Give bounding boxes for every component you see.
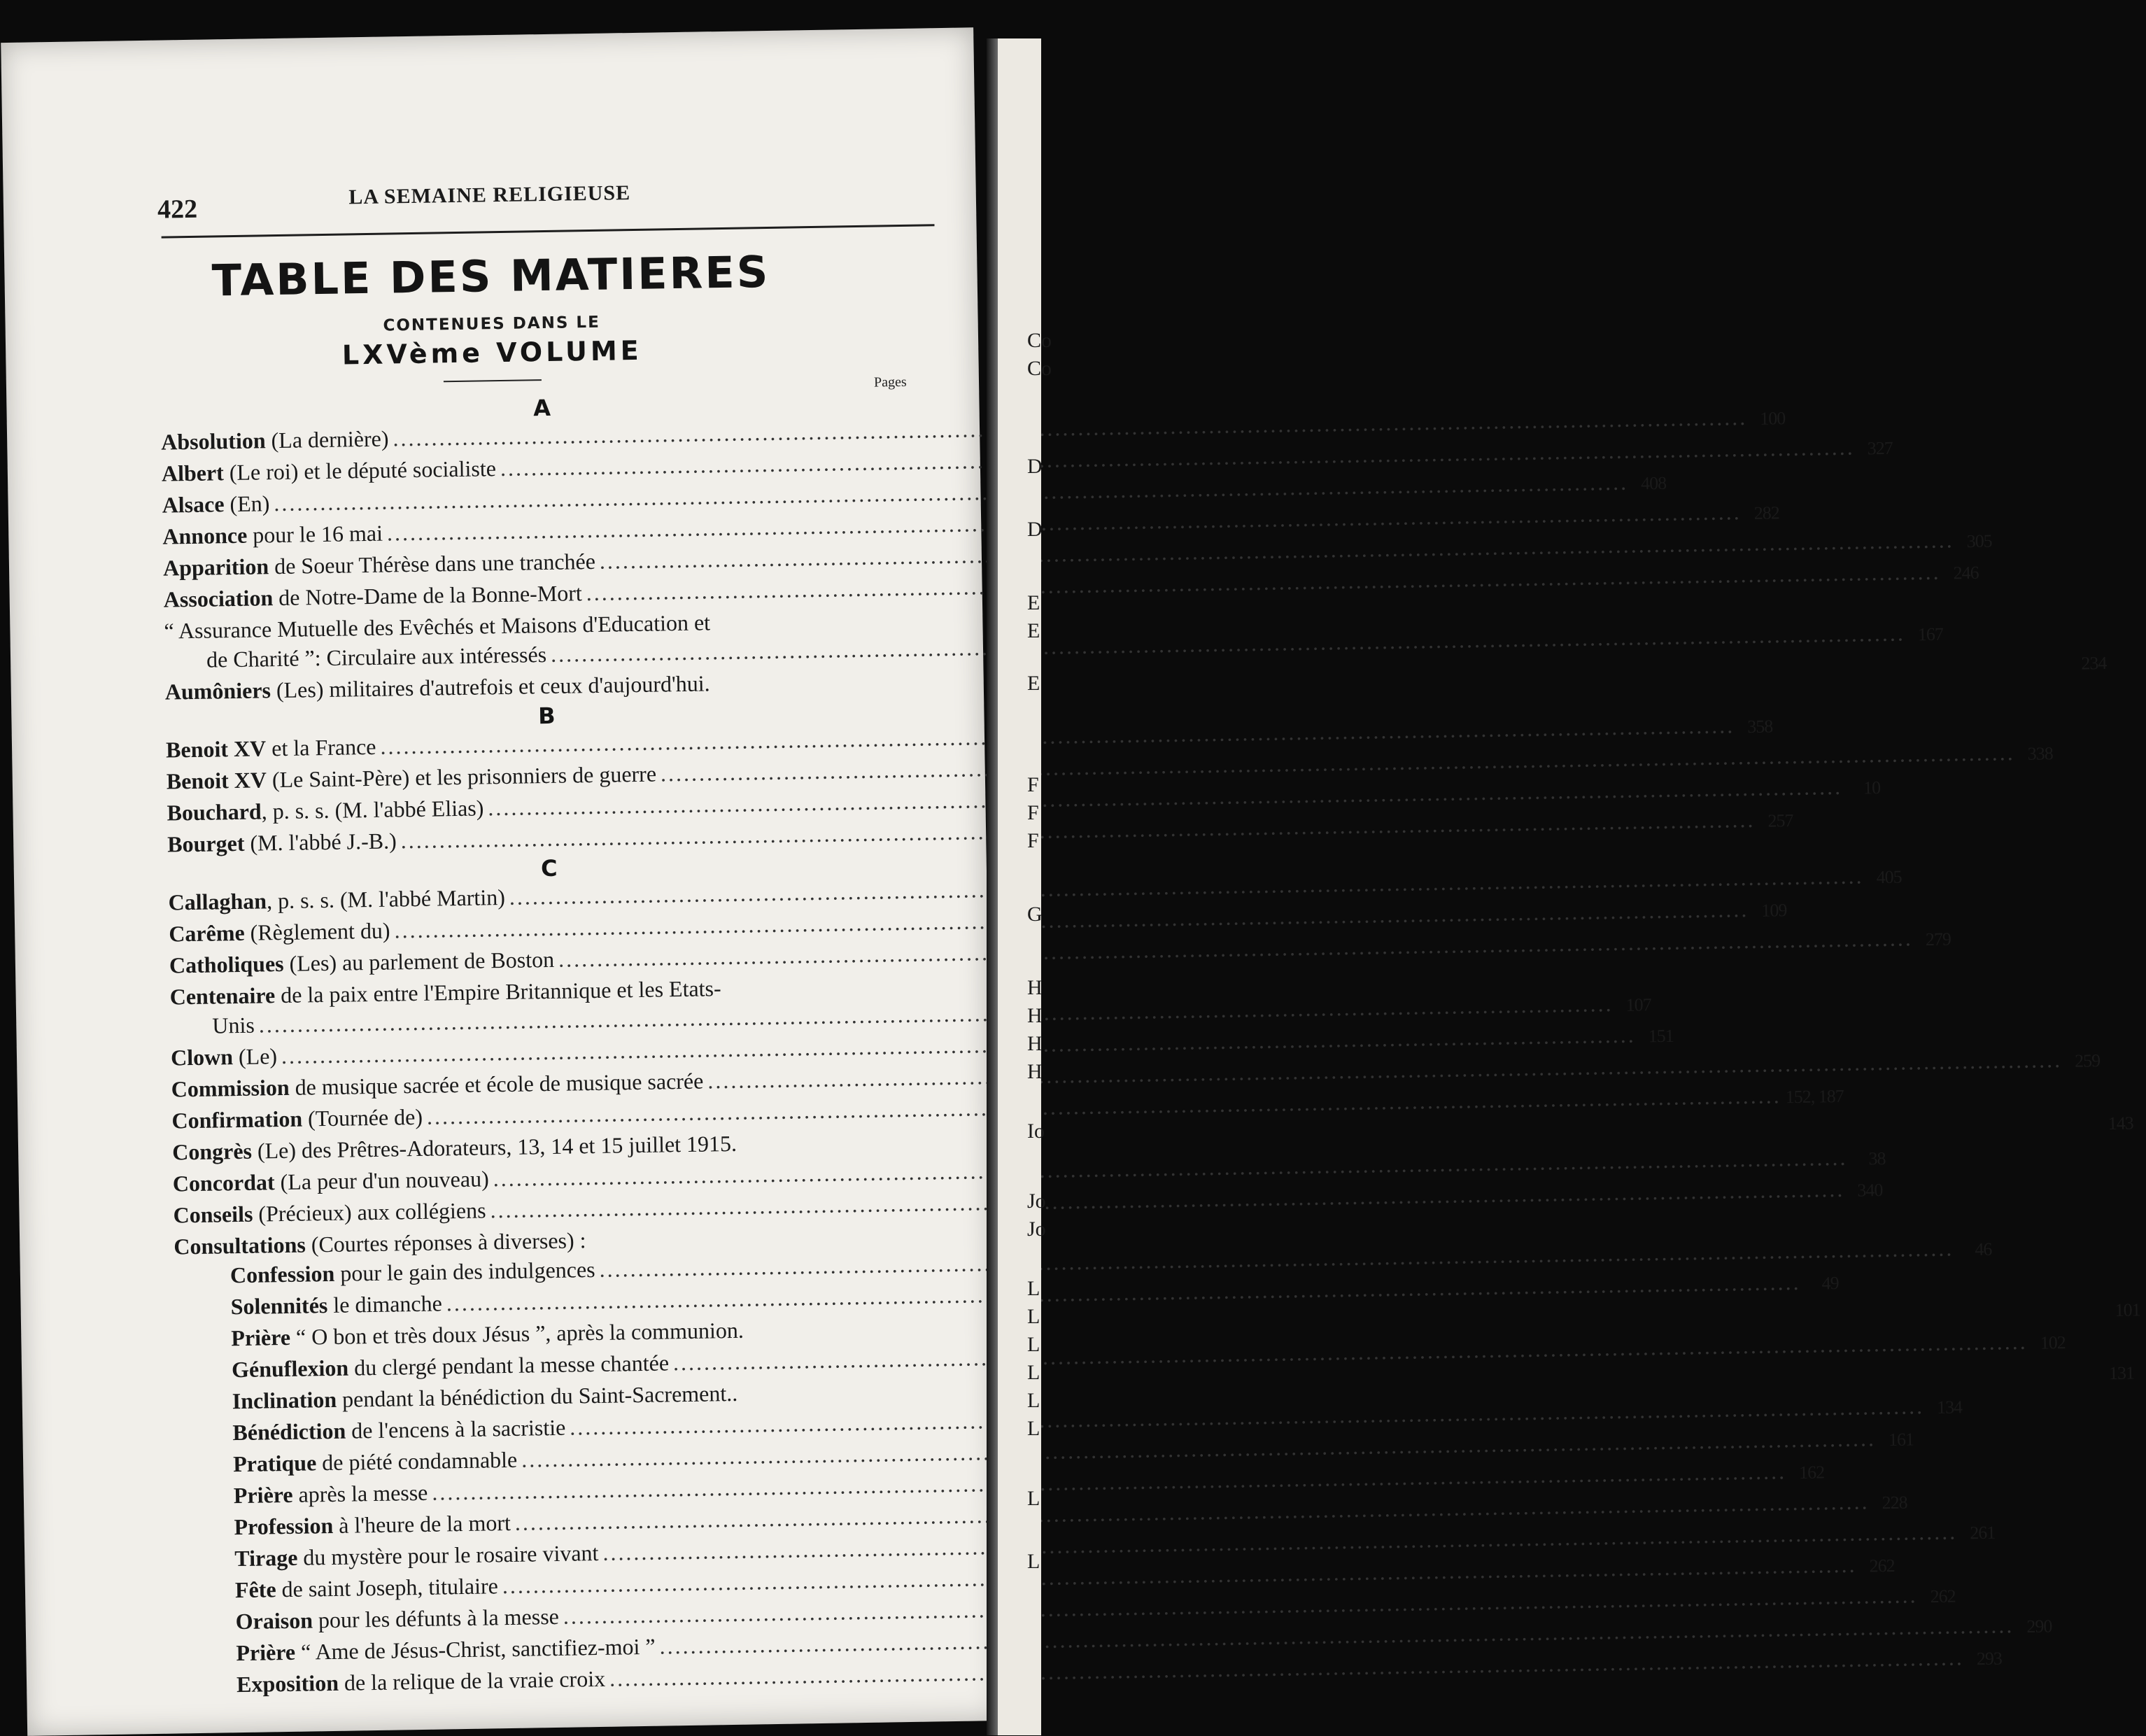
- toc-entry-text: Bourget (M. l'abbé J.-B.): [167, 828, 397, 857]
- toc-entry-text: Albert (Le roi) et le député socialiste: [161, 456, 497, 486]
- toc-entry-text: Concordat (La peur d'un nouveau): [172, 1166, 489, 1197]
- toc-entry-page: 228: [1882, 1492, 1907, 1513]
- next-page-letter: L: [1027, 1487, 1040, 1510]
- toc-entry-text: Absolution (La dernière): [160, 425, 389, 455]
- page-title: TABLE DES MATIERES: [211, 246, 770, 306]
- toc-entry-page: 151: [1648, 1025, 1674, 1047]
- toc-entry-page: 38: [1868, 1148, 1886, 1169]
- toc-entry-lead: Confession: [230, 1260, 335, 1288]
- toc-entry-page: 131: [2108, 1362, 2135, 1384]
- toc-entry-lead: Pratique: [232, 1450, 317, 1477]
- next-page-letter: H: [1027, 1032, 1043, 1055]
- next-page-letter: Io: [1027, 1120, 1045, 1143]
- toc-entry-page: 161: [1888, 1429, 1914, 1451]
- toc-entry-text: Fête de saint Joseph, titulaire: [234, 1573, 499, 1603]
- toc-entry-text: Clown (Le): [170, 1043, 278, 1071]
- page-gutter: [987, 38, 998, 1735]
- toc-entry-lead: Congrès: [171, 1138, 253, 1165]
- toc-entry-text: Callaghan, p. s. s. (M. l'abbé Martin): [168, 884, 506, 915]
- toc-entry-page: 143: [2108, 1113, 2134, 1134]
- toc-entry-text: Association de Notre-Dame de la Bonne-Mort: [163, 580, 583, 612]
- toc-entry-page: 408: [1640, 472, 1667, 494]
- next-page-letter: L: [1027, 1389, 1040, 1412]
- toc-entry-page: 100: [1760, 408, 1786, 429]
- toc-entry-page: 49: [1821, 1273, 1839, 1294]
- toc-entry-text: Inclination pendant la bénédiction du Saint-Sacrement..: [232, 1380, 738, 1414]
- toc-entry-text: Conseils (Précieux) aux collégiens: [173, 1197, 486, 1228]
- toc-entry-text: Carême (Règlement du): [168, 917, 390, 947]
- next-page-letter: H: [1027, 1004, 1043, 1027]
- toc-entry-page: 246: [1953, 562, 1979, 584]
- section-letter: B: [537, 702, 556, 730]
- toc-entry-page: 262: [1930, 1586, 1956, 1607]
- section-letter: A: [532, 394, 551, 422]
- next-page-letter: H: [1027, 976, 1043, 999]
- toc-entry-text: Prière après la messe: [233, 1479, 428, 1509]
- toc-entry-lead: Apparition: [162, 553, 269, 581]
- toc-entry-page: 261: [1969, 1522, 1996, 1544]
- toc-entry-lead: Callaghan: [168, 888, 267, 915]
- toc-entry-page: 305: [1966, 530, 1992, 552]
- next-page-letter: Jo: [1027, 1190, 1046, 1213]
- toc-entry-lead: Bénédiction: [232, 1418, 346, 1446]
- toc-entry-text: Catholiques (Les) au parlement de Boston: [169, 946, 555, 978]
- toc-entry-lead: Commission: [171, 1074, 290, 1102]
- next-page-letter: L: [1027, 1417, 1040, 1440]
- toc-entry-text: de Charité ”: Circulaire aux intéressés: [206, 642, 547, 672]
- toc-entry-page: 262: [1869, 1555, 1895, 1576]
- toc-entry-lead: Conseils: [173, 1201, 253, 1228]
- toc-entry-text: Bouchard, p. s. s. (M. l'abbé Elias): [167, 795, 484, 826]
- toc-entry-lead: Concordat: [172, 1169, 275, 1197]
- toc-entry-lead: Prière: [236, 1639, 296, 1666]
- toc-entry-page: 338: [2027, 743, 2054, 764]
- toc-entry-lead: Association: [163, 585, 274, 612]
- toc-entry-lead: Bourget: [167, 830, 245, 857]
- section-letter: C: [540, 854, 558, 882]
- toc-entry-lead: Carême: [168, 919, 245, 947]
- next-page-letter: E: [1027, 591, 1040, 614]
- toc-entry-page: 340: [1857, 1180, 1883, 1201]
- toc-entry-lead: Tirage: [234, 1544, 298, 1572]
- toc-entry-lead: Profession: [234, 1512, 334, 1540]
- toc-entry-lead: Aumôniers: [164, 677, 271, 705]
- toc-entry-page: 279: [1925, 929, 1951, 950]
- toc-entry-lead: Confirmation: [171, 1106, 303, 1134]
- toc-entry-page: 46: [1975, 1239, 1992, 1260]
- toc-entry-page: 405: [1876, 866, 1902, 888]
- toc-entry-text: Confirmation (Tournée de): [171, 1103, 423, 1134]
- toc-entry-page: 101: [2115, 1299, 2140, 1320]
- next-page-letter: H: [1027, 1060, 1043, 1083]
- toc-entry-page: 109: [1761, 900, 1787, 921]
- toc-entry-text: Pratique de piété condamnable: [232, 1446, 518, 1477]
- toc-entry-text: Solennités le dimanche: [230, 1290, 443, 1320]
- toc-entry-lead: Prière: [231, 1324, 291, 1351]
- next-page-letter: G: [1027, 903, 1043, 926]
- toc-list: [160, 388, 2140, 1702]
- pages-column-label: Pages: [873, 374, 907, 390]
- toc-entry-lead: Clown: [170, 1044, 234, 1071]
- next-page-letter: F: [1027, 801, 1039, 824]
- toc-entry-text: Alsace (En): [162, 491, 270, 518]
- toc-entry-lead: Consultations: [174, 1232, 306, 1259]
- scanned-page: [1, 27, 2140, 1736]
- next-page-letter: L: [1027, 1277, 1040, 1300]
- toc-entry-page: 259: [2074, 1050, 2101, 1071]
- toc-entry-page: 10: [1863, 777, 1881, 798]
- toc-entry-page: 134: [1936, 1397, 1963, 1418]
- toc-entry-lead: Centenaire: [169, 982, 276, 1010]
- toc-entry-text: Prière “ Ame de Jésus-Christ, sanctifiez-moi ”: [236, 1633, 656, 1666]
- next-page-edge: [987, 38, 1052, 1735]
- toc-entry-text: “ Assurance Mutuelle des Evêchés et Maisons d'Education et: [164, 609, 711, 644]
- next-page-letter: Jo: [1027, 1218, 1046, 1241]
- next-page-letter: Co: [1027, 329, 1052, 352]
- toc-entry-page: [2084, 974, 2118, 975]
- next-page-letter: L: [1027, 1333, 1040, 1356]
- toc-entry-lead: Benoit XV: [165, 735, 267, 763]
- toc-entry-lead: Génuflexion: [231, 1355, 349, 1383]
- toc-entry-lead: Catholiques: [169, 950, 284, 978]
- volume-heading: LXVème VOLUME: [341, 334, 642, 371]
- toc-entry-page: 290: [2026, 1616, 2052, 1637]
- next-page-letter: Co: [1027, 357, 1052, 380]
- toc-entry-text: Annonce pour le 16 mai: [162, 520, 383, 549]
- toc-entry-lead: Annonce: [162, 522, 248, 549]
- toc-entry-lead: Prière: [233, 1481, 293, 1509]
- next-page-letter: E: [1027, 672, 1040, 695]
- toc-entry-text: Centenaire de la paix entre l'Empire Britannique et les Etats-: [169, 975, 721, 1010]
- toc-entry-page: 102: [2040, 1332, 2066, 1353]
- toc-entry-text: Bénédiction de l'encens à la sacristie: [232, 1414, 566, 1446]
- next-page-letter: F: [1027, 829, 1039, 852]
- next-page-letter: L: [1027, 1361, 1040, 1384]
- toc-entry-text: Confession pour le gain des indulgences: [230, 1257, 595, 1288]
- next-page-letter: F: [1027, 773, 1039, 796]
- title-rule: [444, 379, 542, 382]
- header-rule: [162, 224, 935, 238]
- toc-entry-text: Benoit XV et la France: [165, 733, 376, 763]
- toc-entry-page: 162: [1798, 1462, 1825, 1483]
- next-page-letter: L: [1027, 1305, 1040, 1328]
- toc-entry-lead: Inclination: [232, 1386, 337, 1414]
- toc-entry-text: Congrès (Le) des Prêtres-Adorateurs, 13, 14 et 15 juillet 1915.: [171, 1130, 737, 1165]
- toc-entry-page: 358: [1747, 716, 1773, 738]
- toc-entry-text: Profession à l'heure de la mort: [234, 1509, 511, 1540]
- toc-entry-text: Génuflexion du clergé pendant la messe chantée: [231, 1350, 670, 1383]
- toc-entry-page: 107: [1625, 994, 1651, 1015]
- toc-entry-page: 327: [1867, 437, 1893, 459]
- toc-entry-page: 293: [1976, 1648, 2003, 1670]
- page-subtitle: CONTENUES DANS LE: [383, 313, 601, 335]
- toc-entry-lead: Solennités: [230, 1292, 328, 1320]
- next-page-letter: D: [1027, 518, 1043, 541]
- toc-entry-lead: Benoit XV: [166, 767, 267, 794]
- toc-entry-lead: Oraison: [235, 1607, 313, 1635]
- toc-entry-lead: Bouchard: [167, 798, 262, 826]
- page-number: 422: [157, 194, 198, 225]
- toc-entry-text: Unis: [212, 1012, 255, 1038]
- toc-entry-page: 257: [1767, 810, 1793, 831]
- next-page-letter: E: [1027, 619, 1040, 642]
- toc-entry-page: 234: [2081, 652, 2107, 674]
- toc-entry-page: [1949, 1226, 1982, 1227]
- toc-entry-lead: Exposition: [236, 1670, 339, 1698]
- toc-entry-page: [2073, 608, 2107, 609]
- toc-entry-lead: Absolution: [160, 428, 266, 455]
- next-page-letter: D: [1027, 455, 1043, 478]
- toc-entry-text: Consultations (Courtes réponses à diverses) :: [174, 1227, 586, 1259]
- toc-entry-page: 282: [1753, 502, 1779, 523]
- toc-entry-text: Apparition de Soeur Thérèse dans une tranchée: [162, 548, 596, 581]
- toc-entry-text: Tirage du mystère pour le rosaire vivant: [234, 1539, 599, 1572]
- toc-entry-text: Benoit XV (Le Saint-Père) et les prisonniers de guerre: [166, 761, 657, 794]
- toc-entry-text: Commission de musique sacrée et école de musique sacrée: [171, 1068, 704, 1102]
- next-page-letter: L: [1027, 1550, 1040, 1573]
- toc-entry-lead: Alsace: [162, 491, 225, 518]
- toc-entry-lead: Fête: [234, 1576, 276, 1603]
- toc-entry-text: Exposition de la relique de la vraie croix: [236, 1665, 606, 1698]
- toc-entry-text: Prière “ O bon et très doux Jésus ”, après la communion.: [231, 1317, 744, 1351]
- toc-entry-page: 167: [1917, 623, 1944, 645]
- toc-entry-lead: Albert: [161, 460, 225, 486]
- toc-entry-text: Oraison pour les défunts à la messe: [235, 1603, 560, 1635]
- toc-entry-page: 152, 187: [1785, 1085, 1844, 1108]
- running-head: LA SEMAINE RELIGIEUSE: [348, 181, 631, 209]
- toc-entry-text: Aumôniers (Les) militaires d'autrefois et ceux d'aujourd'hui.: [164, 670, 710, 705]
